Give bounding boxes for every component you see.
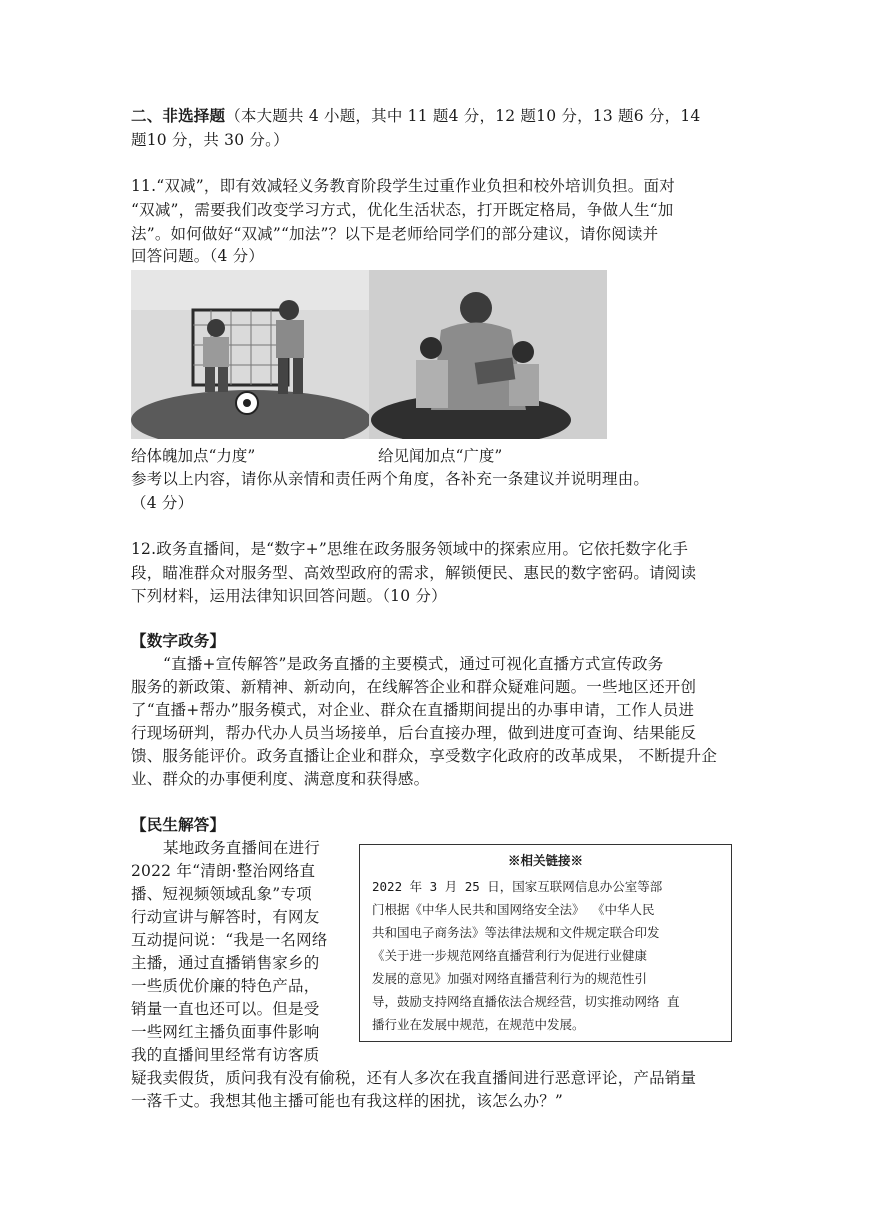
q11-task-line: （4 分）	[131, 494, 194, 512]
related-link-line: 2022 年 3 月 25 日，国家互联网信息办公室等部	[372, 879, 663, 894]
q11-task-line: 参考以上内容，请你从亲情和责任两个角度，各补充一条建议并说明理由。	[131, 470, 650, 488]
related-link-box	[359, 844, 732, 1042]
q11-line: 11.“双减”，即有效减轻义务教育阶段学生过重作业负担和校外培训负担。面对	[131, 177, 675, 195]
q12-line: 段，瞄准群众对服务型、高效型政府的需求，解锁便民、惠民的数字密码。请阅读	[131, 564, 697, 582]
related-link-line: 门根据《中华人民共和国网络安全法》 《中华人民	[372, 902, 655, 917]
digital-gov-line: 业、群众的办事便利度、满意度和获得感。	[131, 770, 430, 788]
livelihood-line: 疑我卖假货，质问我有没有偷税，还有人多次在我直播间进行恶意评论，产品销量	[131, 1069, 697, 1087]
q12-line: 12.政务直播间，是“数字+”思维在政务服务领域中的探索应用。它依托数字化手	[131, 540, 689, 558]
livelihood-line: 互动提问说：“我是一名网络	[131, 931, 328, 949]
digital-gov-line: 馈、服务能评价。政务直播让企业和群众，享受数字化政府的改革成果， 不断提升企	[131, 747, 718, 765]
caption-left: 给体魄加点“力度”	[131, 447, 256, 465]
digital-gov-heading: 【数字政务】	[131, 631, 226, 650]
livelihood-line: 一落千丈。我想其他主播可能也有我这样的困扰，该怎么办？”	[131, 1092, 564, 1110]
livelihood-heading: 【民生解答】	[131, 815, 226, 834]
section-heading	[131, 104, 751, 128]
q11-line: “双减”，需要我们改变学习方式，优化生活状态，打开既定格局，争做人生“加	[131, 201, 674, 219]
section-heading-line2: 题10 分，共 30 分。）	[131, 131, 289, 149]
livelihood-line: 2022 年“清朗·整治网络直	[131, 862, 316, 880]
livelihood-line: 主播，通过直播销售家乡的	[131, 954, 320, 972]
livelihood-line: 某地政务直播间在进行	[163, 839, 321, 857]
livelihood-line: 销量一直也还可以。但是受	[131, 1000, 320, 1018]
section-heading-rest: （本大题共 4 小题，其中 11 题4 分，12 题10 分，13 题6 分，14	[225, 107, 701, 125]
related-link-line: 发展的意见》加强对网络直播营利行为的规范性引	[372, 971, 648, 986]
livelihood-line: 一些质优价廉的特色产品，	[131, 977, 320, 995]
digital-gov-line: 服务的新政策、新精神、新动向，在线解答企业和群众疑难问题。一些地区还开创	[131, 678, 697, 696]
related-link-line: 共和国电子商务法》等法律法规和文件规定联合印发	[372, 925, 660, 940]
livelihood-line: 播、短视频领域乱象”专项	[131, 885, 312, 903]
caption-right: 给见闻加点“广度”	[378, 447, 503, 465]
q12-line: 下列材料，运用法律知识回答问题。（10 分）	[131, 587, 447, 605]
livelihood-line: 行动宣讲与解答时，有网友	[131, 908, 320, 926]
livelihood-line: 一些网红主播负面事件影响	[131, 1023, 320, 1041]
related-link-line: 播行业在发展中规范，在规范中发展。	[372, 1017, 585, 1032]
digital-gov-line: 了“直播+帮办”服务模式，对企业、群众在直播期间提出的办事申请，工作人员进	[131, 701, 695, 719]
related-link-title: ※相关链接※	[507, 853, 583, 868]
section-heading-bold: 二、非选择题	[131, 106, 226, 125]
related-link-line: 《关于进一步规范网络直播营利行为促进行业健康	[372, 948, 648, 963]
q11-line: 法”。如何做好“双减”“加法”？以下是老师给同学们的部分建议，请你阅读并	[131, 225, 659, 243]
q11-illustration	[131, 270, 607, 439]
digital-gov-line: “直播+宣传解答”是政务直播的主要模式，通过可视化直播方式宣传政务	[163, 655, 664, 673]
digital-gov-line: 行现场研判，帮办代办人员当场接单，后台直接办理，做到进度可查询、结果能反	[131, 724, 697, 742]
livelihood-line: 我的直播间里经常有访客质	[131, 1046, 320, 1064]
related-link-line: 导，鼓励支持网络直播依法合规经营，切实推动网络 直	[372, 994, 680, 1009]
q11-line: 回答问题。（4 分）	[131, 247, 265, 265]
illustration-graphic	[131, 270, 607, 439]
